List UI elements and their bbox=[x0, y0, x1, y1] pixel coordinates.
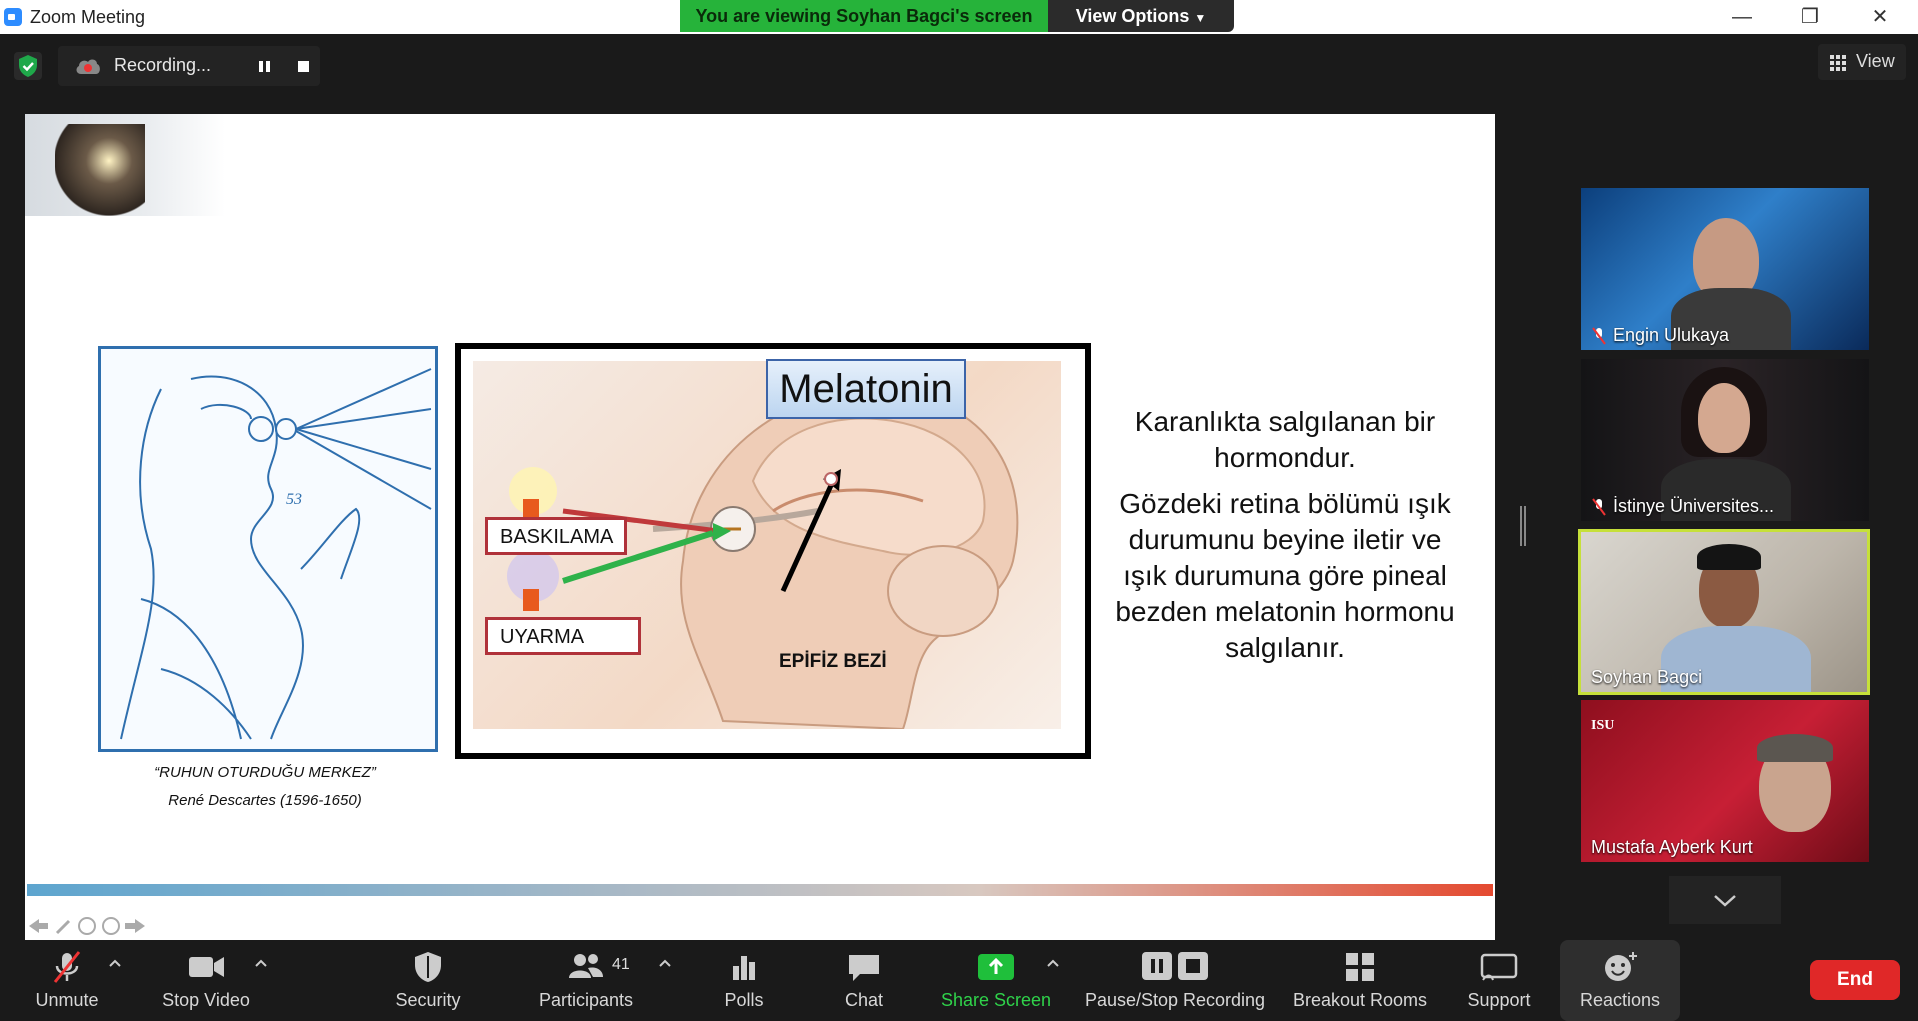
chevron-down-icon: ▼ bbox=[1194, 11, 1207, 25]
chevron-down-icon bbox=[1669, 876, 1781, 924]
shield-check-icon[interactable] bbox=[14, 52, 42, 80]
descartes-drawing bbox=[98, 346, 438, 752]
breakout-rooms-button[interactable] bbox=[1282, 940, 1438, 1021]
reactions-icon bbox=[1600, 950, 1640, 984]
caption-line2: René Descartes (1596-1650) bbox=[168, 792, 362, 809]
support-button[interactable] bbox=[1452, 940, 1546, 1021]
pause-icon bbox=[246, 52, 282, 80]
pause-stop-recording-button[interactable] bbox=[1080, 940, 1270, 1021]
participant-tile-active-speaker[interactable] bbox=[1578, 529, 1870, 695]
breakout-rooms-label: Breakout Rooms bbox=[1292, 990, 1428, 1010]
video-camera-icon bbox=[186, 950, 226, 984]
panel-splitter[interactable] bbox=[1520, 506, 1526, 546]
breakout-rooms-icon bbox=[1340, 950, 1380, 984]
participants-count: 41 bbox=[612, 956, 630, 973]
chat-label: Chat bbox=[844, 990, 884, 1010]
end-meeting-button[interactable]: End bbox=[1810, 960, 1900, 1000]
support-label: Support bbox=[1467, 990, 1531, 1010]
recording-status: Recording... bbox=[114, 55, 212, 75]
slide-footer-bar bbox=[27, 884, 1493, 896]
meeting-toolbar bbox=[0, 940, 1918, 1021]
isu-logo: ISU bbox=[1591, 718, 1615, 733]
polls-button[interactable] bbox=[700, 940, 788, 1021]
pause-recording-button[interactable] bbox=[246, 52, 282, 80]
chat-button[interactable] bbox=[820, 940, 908, 1021]
chat-icon bbox=[844, 950, 884, 984]
participant-name: İstinye Üniversites... bbox=[1613, 496, 1775, 516]
pause-stop-recording-label: Pause/Stop Recording bbox=[1084, 990, 1266, 1010]
participants-label: Participants bbox=[538, 990, 634, 1010]
view-label: View bbox=[1856, 51, 1895, 71]
reactions-label: Reactions bbox=[1579, 990, 1661, 1010]
chevron-up-icon[interactable] bbox=[658, 958, 672, 968]
unmute-button[interactable] bbox=[20, 940, 114, 1021]
recording-bar bbox=[58, 46, 320, 86]
shield-icon bbox=[408, 950, 448, 984]
chevron-up-icon[interactable] bbox=[254, 958, 268, 968]
pineal-gland-label: EPİFİZ BEZİ bbox=[779, 651, 887, 672]
participant-name: Mustafa Ayberk Kurt bbox=[1591, 837, 1753, 857]
cloud-record-icon bbox=[74, 56, 102, 76]
share-screen-button[interactable] bbox=[936, 940, 1056, 1021]
polls-icon bbox=[724, 950, 764, 984]
stop-video-button[interactable] bbox=[150, 940, 262, 1021]
participant-name: Soyhan Bagci bbox=[1591, 667, 1703, 687]
scroll-participants-down-button[interactable] bbox=[1669, 876, 1781, 924]
security-label: Security bbox=[395, 990, 461, 1010]
slide-nav-controls[interactable] bbox=[27, 916, 167, 936]
share-screen-label: Share Screen bbox=[940, 990, 1052, 1010]
window-title: Zoom Meeting bbox=[30, 7, 146, 27]
stop-icon bbox=[288, 52, 320, 80]
polls-label: Polls bbox=[724, 990, 764, 1010]
stop-video-label: Stop Video bbox=[162, 990, 250, 1010]
participant-tile[interactable] bbox=[1581, 188, 1869, 350]
participant-tile[interactable] bbox=[1581, 359, 1869, 521]
restore-button[interactable]: ❐ bbox=[1801, 6, 1819, 28]
view-button[interactable] bbox=[1818, 44, 1906, 80]
slide-text-paragraph1: Karanlıkta salgılanan bir hormondur. bbox=[1134, 406, 1436, 473]
mic-muted-icon bbox=[1591, 327, 1607, 345]
participants-button[interactable] bbox=[530, 940, 642, 1021]
support-icon bbox=[1479, 950, 1519, 984]
share-screen-icon bbox=[976, 950, 1016, 984]
chevron-up-icon[interactable] bbox=[108, 958, 122, 968]
minimize-button[interactable]: — bbox=[1732, 6, 1752, 28]
drawing-number: 53 bbox=[286, 491, 302, 508]
zoom-logo-icon bbox=[4, 8, 22, 26]
participant-name: Engin Ulukaya bbox=[1613, 325, 1730, 345]
mic-muted-icon bbox=[47, 950, 87, 984]
stimulate-label: UYARMA bbox=[485, 617, 641, 655]
close-button[interactable]: ✕ bbox=[1871, 6, 1889, 28]
grid-view-icon bbox=[1830, 55, 1846, 71]
reactions-button[interactable] bbox=[1560, 940, 1680, 1021]
security-button[interactable] bbox=[380, 940, 476, 1021]
unmute-label: Unmute bbox=[35, 990, 99, 1010]
shared-screen-slide bbox=[25, 114, 1495, 940]
suppress-label: BASKILAMA bbox=[485, 517, 627, 555]
caption-line1: “RUHUN OTURDUĞU MERKEZ” bbox=[154, 764, 376, 781]
melatonin-diagram bbox=[455, 343, 1091, 759]
chevron-up-icon[interactable] bbox=[1046, 958, 1060, 968]
slide-header-image bbox=[25, 114, 225, 216]
slide-text-paragraph2: Gözdeki retina bölümü ışık durumunu beyine iletir ve ışık durumuna göre pineal bezden melatonin hormonu salgılanır. bbox=[1115, 488, 1455, 663]
view-options-label: View Options bbox=[1075, 6, 1190, 26]
viewing-screen-banner: You are viewing Soyhan Bagci's screen bbox=[680, 0, 1048, 32]
stop-recording-button[interactable] bbox=[288, 52, 320, 80]
view-options-button[interactable] bbox=[1048, 0, 1234, 32]
melatonin-label: Melatonin bbox=[766, 359, 966, 419]
participant-tile[interactable] bbox=[1581, 700, 1869, 862]
mic-muted-icon bbox=[1591, 498, 1607, 516]
record-icon bbox=[1140, 950, 1210, 984]
slide-text bbox=[1105, 404, 1465, 676]
participants-icon bbox=[566, 950, 606, 984]
